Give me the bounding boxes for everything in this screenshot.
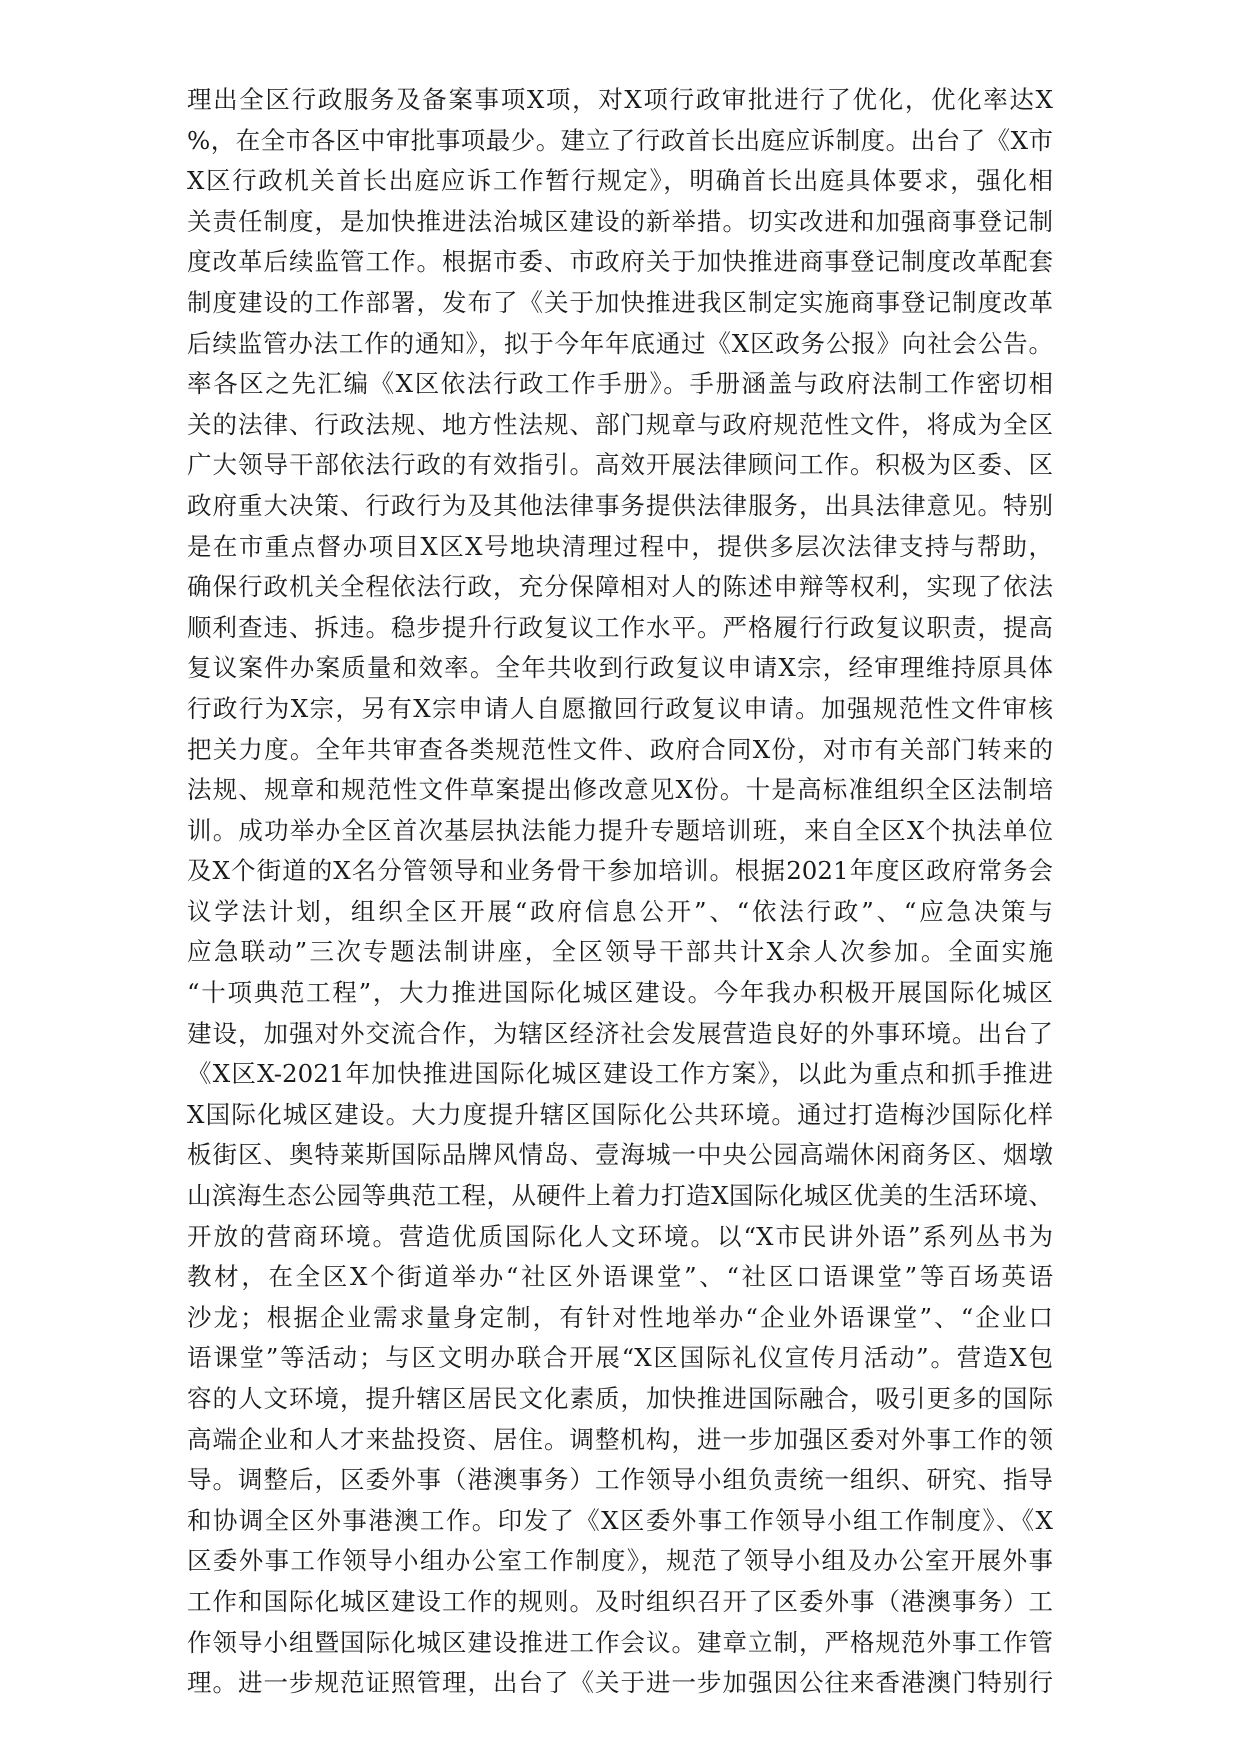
text-line: 议学法计划，组织全区开展“政府信息公开”、“依法行政”、“应急决策与 bbox=[187, 896, 1053, 926]
text-line: 和协调全区外事港澳工作。印发了《X区委外事工作领导小组工作制度》、《X bbox=[187, 1505, 1053, 1535]
text-line: 行政行为X宗，另有X宗申请人自愿撤回行政复议申请。加强规范性文件审核 bbox=[187, 693, 1053, 723]
body-paragraph bbox=[187, 80, 1053, 1704]
text-line: X区行政机关首长出庭应诉工作暂行规定》，明确首长出庭具体要求，强化相 bbox=[187, 166, 1053, 196]
text-line: 关的法律、行政法规、地方性法规、部门规章与政府规范性文件，将成为全区 bbox=[187, 409, 1053, 439]
text-line: “十项典范工程”，大力推进国际化城区建设。今年我办积极开展国际化城区 bbox=[187, 978, 1053, 1008]
text-line: 理出全区行政服务及备案事项X项，对X项行政审批进行了优化，优化率达X bbox=[187, 85, 1053, 114]
text-line: 应急联动”三次专题法制讲座，全区领导干部共计X余人次参加。全面实施 bbox=[187, 937, 1053, 967]
text-line: 确保行政机关全程依法行政，充分保障相对人的陈述申辩等权利，实现了依法 bbox=[187, 572, 1053, 602]
text-line: 理。进一步规范证照管理，出台了《关于进一步加强因公往来香港澳门特别行 bbox=[187, 1668, 1053, 1698]
text-line: 是在市重点督办项目X区X号地块清理过程中，提供多层次法律支持与帮助， bbox=[187, 531, 1053, 561]
text-line: 教材，在全区X个街道举办“社区外语课堂”、“社区口语课堂”等百场英语 bbox=[187, 1262, 1053, 1292]
text-line: 率各区之先汇编《X区依法行政工作手册》。手册涵盖与政府法制工作密切相 bbox=[187, 369, 1053, 399]
text-line: 关责任制度，是加快推进法治城区建设的新举措。切实改进和加强商事登记制 bbox=[187, 206, 1053, 236]
text-line: 后续监管办法工作的通知》，拟于今年年底通过《X区政务公报》向社会公告。 bbox=[187, 328, 1053, 358]
text-line: X国际化城区建设。大力度提升辖区国际化公共环境。通过打造梅沙国际化样 bbox=[187, 1099, 1053, 1129]
text-line: %，在全市各区中审批事项最少。建立了行政首长出庭应诉制度。出台了《X市 bbox=[187, 125, 1053, 155]
text-line: 顺利查违、拆违。稳步提升行政复议工作水平。严格履行行政复议职责，提高 bbox=[187, 612, 1053, 642]
text-line: 语课堂”等活动；与区文明办联合开展“X区国际礼仪宣传月活动”。营造X包 bbox=[187, 1343, 1053, 1373]
text-line: 区委外事工作领导小组办公室工作制度》，规范了领导小组及办公室开展外事 bbox=[187, 1546, 1053, 1576]
text-line: 高端企业和人才来盐投资、居住。调整机构，进一步加强区委对外事工作的领 bbox=[187, 1424, 1053, 1454]
text-line: 板街区、奥特莱斯国际品牌风情岛、壹海城一中央公园高端休闲商务区、烟墩 bbox=[187, 1140, 1053, 1170]
text-line: 容的人文环境，提升辖区居民文化素质，加快推进国际融合，吸引更多的国际 bbox=[187, 1384, 1053, 1413]
text-line: 导。调整后，区委外事（港澳事务）工作领导小组负责统一组织、研究、指导 bbox=[187, 1465, 1053, 1495]
text-line: 制度建设的工作部署，发布了《关于加快推进我区制定实施商事登记制度改革 bbox=[187, 287, 1053, 317]
text-line: 训。成功举办全区首次基层执法能力提升专题培训班，来自全区X个执法单位 bbox=[187, 815, 1053, 845]
text-line: 山滨海生态公园等典范工程，从硬件上着力打造X国际化城区优美的生活环境、 bbox=[187, 1181, 1053, 1211]
text-line: 开放的营商环境。营造优质国际化人文环境。以“X市民讲外语”系列丛书为 bbox=[187, 1221, 1053, 1251]
text-line: 政府重大决策、行政行为及其他法律事务提供法律服务，出具法律意见。特别 bbox=[187, 490, 1053, 520]
text-line: 建设，加强对外交流合作，为辖区经济社会发展营造良好的外事环境。出台了 bbox=[187, 1018, 1053, 1048]
text-line: 作领导小组暨国际化城区建设推进工作会议。建章立制，严格规范外事工作管 bbox=[187, 1627, 1053, 1657]
text-line: 把关力度。全年共审查各类规范性文件、政府合同X份，对市有关部门转来的 bbox=[187, 734, 1053, 764]
text-line: 广大领导干部依法行政的有效指引。高效开展法律顾问工作。积极为区委、区 bbox=[187, 450, 1053, 480]
text-line: 工作和国际化城区建设工作的规则。及时组织召开了区委外事（港澳事务）工 bbox=[187, 1586, 1053, 1616]
text-line: 度改革后续监管工作。根据市委、市政府关于加快推进商事登记制度改革配套 bbox=[187, 247, 1053, 277]
text-line: 复议案件办案质量和效率。全年共收到行政复议申请X宗，经审理维持原具体 bbox=[187, 653, 1053, 683]
text-line: 及X个街道的X名分管领导和业务骨干参加培训。根据2021年度区政府常务会 bbox=[187, 856, 1053, 886]
text-line: 法规、规章和规范性文件草案提出修改意见X份。十是高标准组织全区法制培 bbox=[187, 775, 1053, 805]
text-line: 沙龙；根据企业需求量身定制，有针对性地举办“企业外语课堂”、“企业口 bbox=[187, 1302, 1053, 1332]
text-line: 《X区X-2021年加快推进国际化城区建设工作方案》，以此为重点和抓手推进 bbox=[187, 1059, 1053, 1089]
